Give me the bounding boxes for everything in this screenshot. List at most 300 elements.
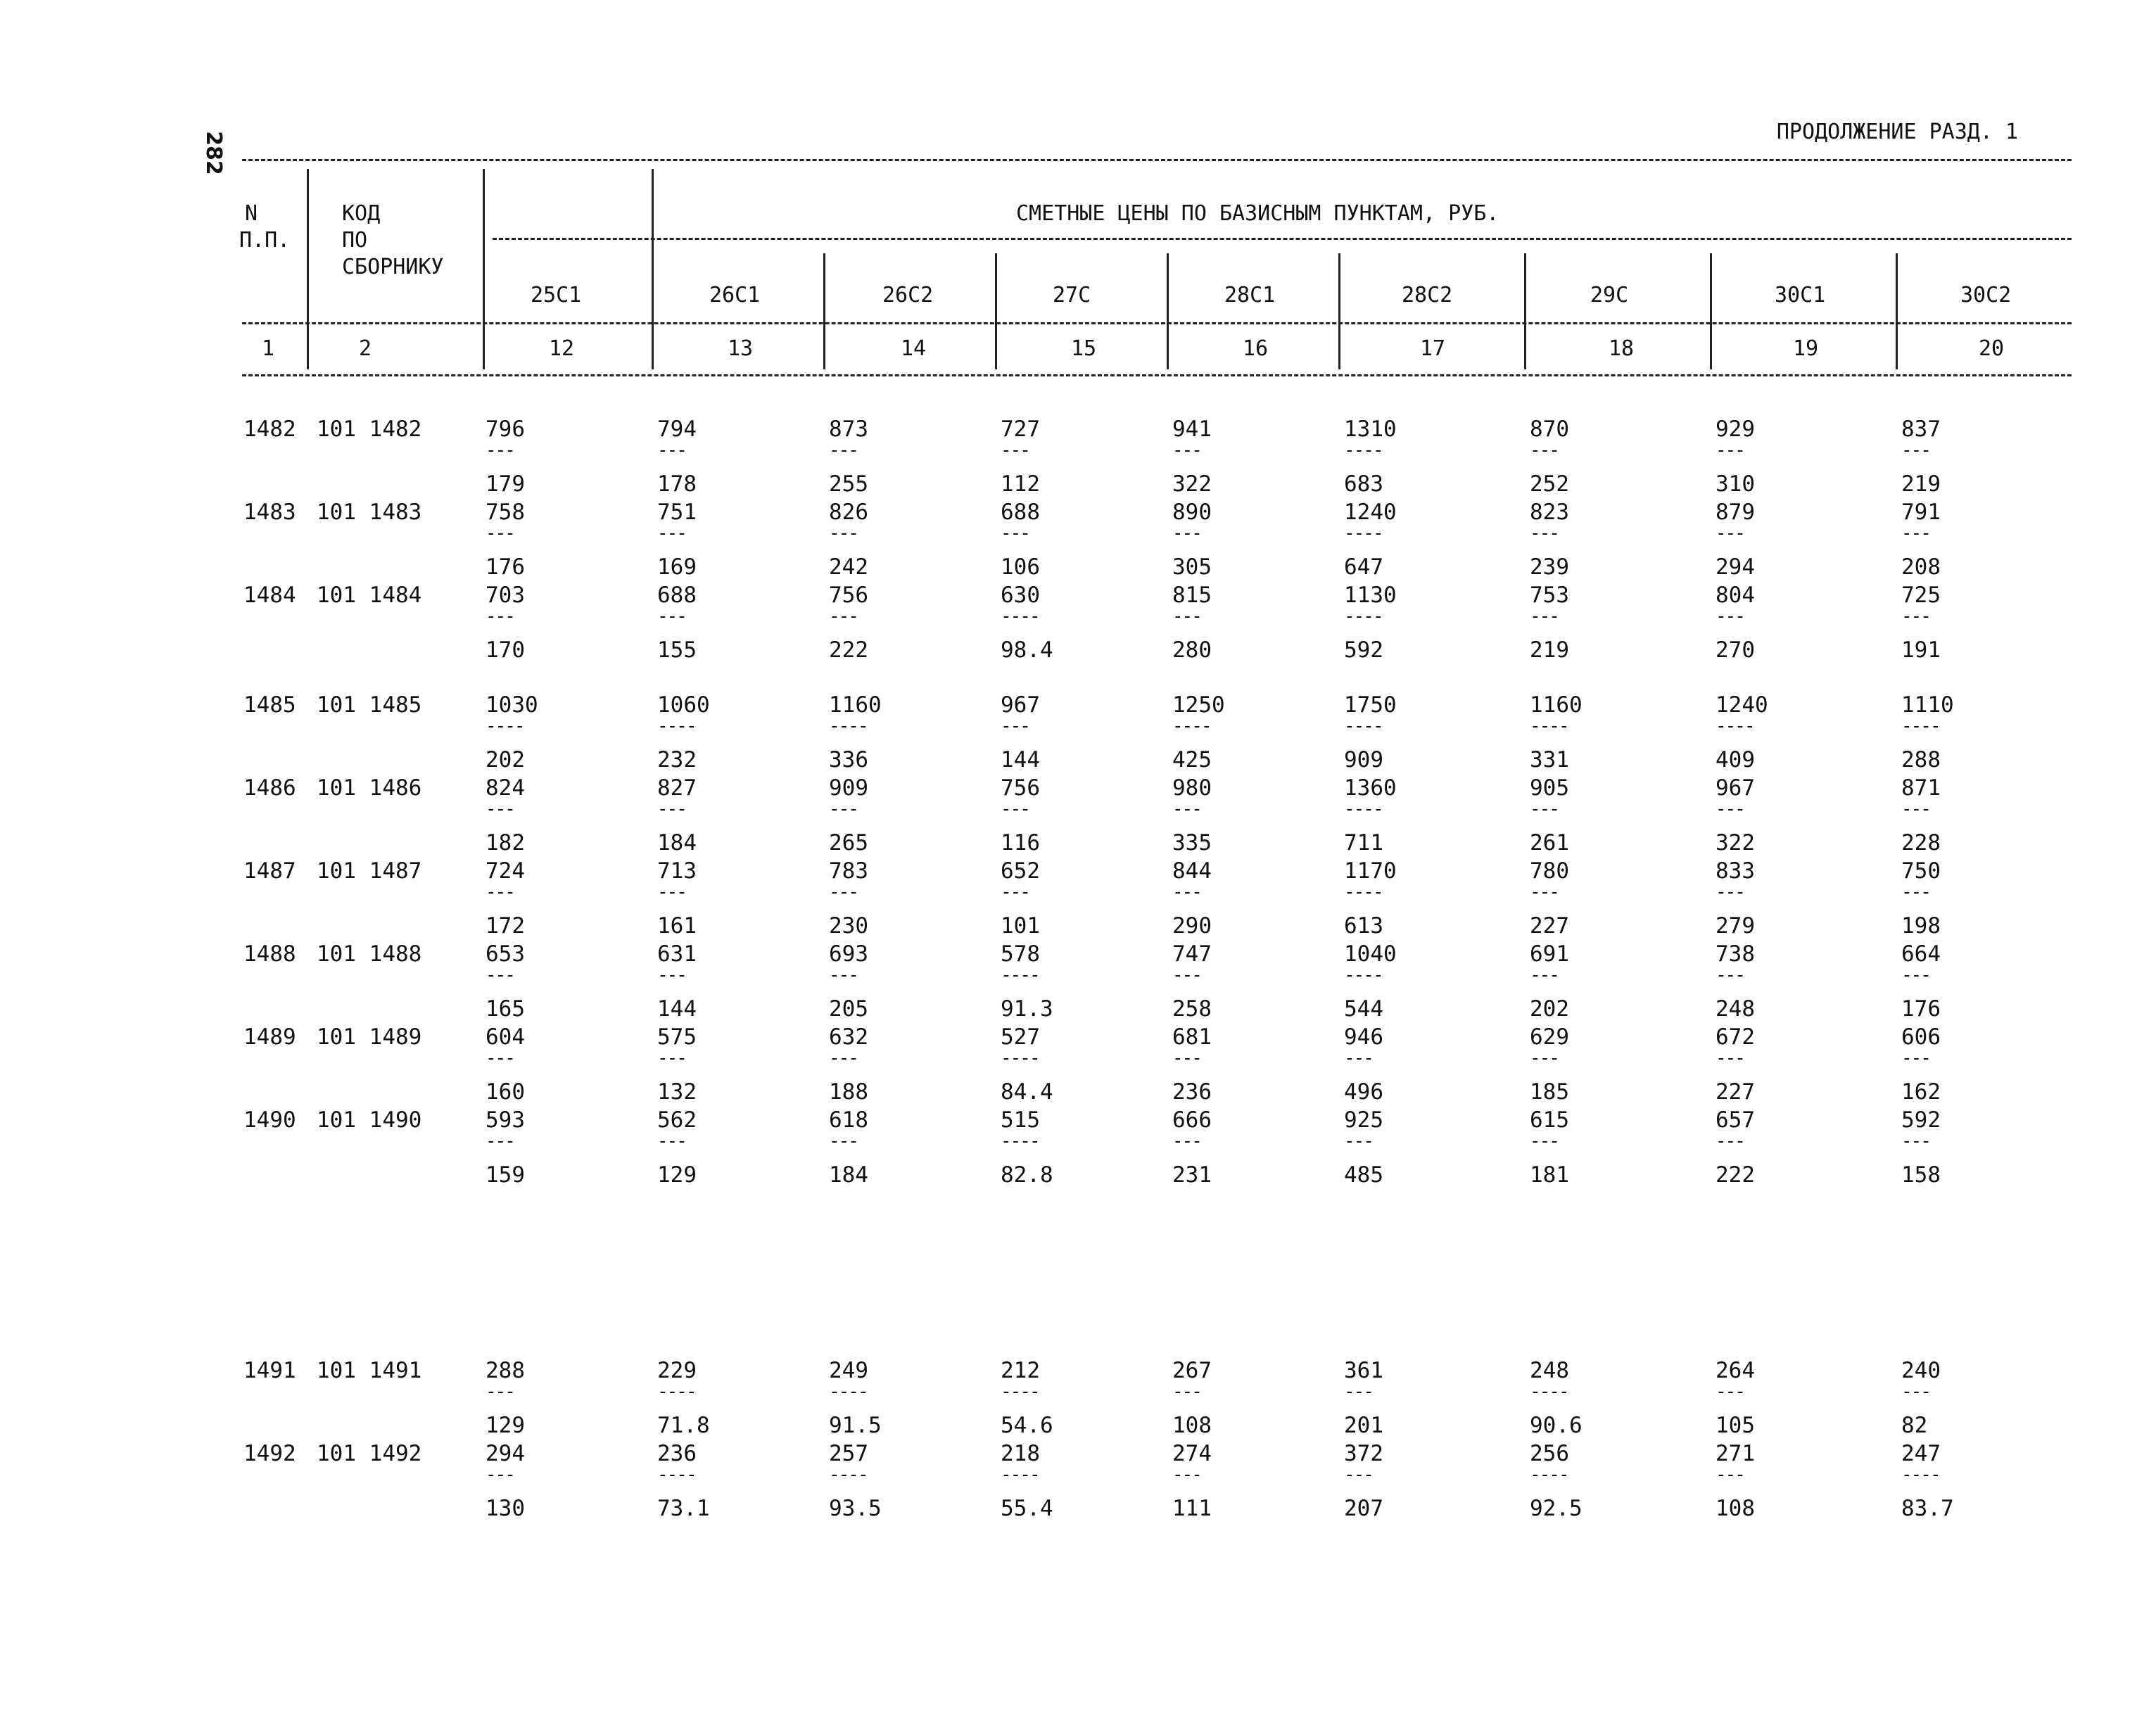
station-header: 28С1 (1224, 283, 1276, 307)
fraction-bar: --- (1344, 1464, 1373, 1485)
price-denominator: 169 (657, 554, 697, 580)
station-header: 27С (1053, 283, 1091, 307)
fraction-bar: --- (657, 1048, 686, 1069)
fraction-bar: --- (1172, 882, 1201, 903)
price-denominator: 83.7 (1901, 1496, 1954, 1521)
price-denominator: 132 (657, 1079, 697, 1105)
price-numerator: 288 (486, 1358, 525, 1383)
group-title: СМЕТНЫЕ ЦЕНЫ ПО БАЗИСНЫМ ПУНКТАМ, РУБ. (1016, 201, 1499, 226)
row-code: 101 1483 (317, 500, 422, 525)
column-divider (1338, 253, 1340, 369)
price-numerator: 753 (1530, 583, 1569, 608)
price-numerator: 372 (1344, 1441, 1383, 1466)
fraction-bar: --- (829, 965, 858, 986)
price-numerator: 248 (1530, 1358, 1569, 1383)
price-numerator: 618 (829, 1107, 868, 1133)
fraction-bar: --- (657, 882, 686, 903)
price-denominator: 71.8 (657, 1413, 710, 1438)
fraction-bar: ---- (1344, 523, 1383, 544)
price-denominator: 647 (1344, 554, 1383, 580)
fraction-bar: --- (1172, 1381, 1201, 1402)
price-numerator: 1750 (1344, 692, 1397, 718)
column-divider (652, 169, 654, 369)
price-numerator: 271 (1716, 1441, 1755, 1466)
fraction-bar: ---- (1530, 1381, 1568, 1402)
price-numerator: 925 (1344, 1107, 1383, 1133)
price-numerator: 652 (1001, 858, 1040, 884)
fraction-bar: ---- (1530, 1464, 1568, 1485)
price-numerator: 824 (486, 775, 525, 801)
fraction-bar: --- (657, 799, 686, 820)
price-denominator: 98.4 (1001, 637, 1053, 663)
column-divider (483, 169, 485, 369)
price-denominator: 172 (486, 913, 525, 939)
column-number: 12 (549, 336, 575, 361)
fraction-bar: --- (1172, 1048, 1201, 1069)
price-denominator: 202 (1530, 996, 1569, 1022)
price-denominator: 182 (486, 830, 525, 856)
fraction-bar: --- (1716, 523, 1744, 544)
price-numerator: 515 (1001, 1107, 1040, 1133)
column-number: 13 (728, 336, 754, 361)
price-numerator: 837 (1901, 417, 1941, 442)
price-numerator: 672 (1716, 1024, 1755, 1050)
price-numerator: 796 (486, 417, 525, 442)
fraction-bar: ---- (1001, 1048, 1039, 1069)
column-divider (1896, 253, 1898, 369)
fraction-bar: ---- (1344, 965, 1383, 986)
price-denominator: 227 (1716, 1079, 1755, 1105)
price-numerator: 909 (829, 775, 868, 801)
fraction-bar: --- (1716, 1381, 1744, 1402)
row-code: 101 1489 (317, 1024, 422, 1050)
fraction-bar: --- (657, 440, 686, 461)
fraction-bar: --- (829, 799, 858, 820)
fraction-bar: ---- (1901, 1464, 1940, 1485)
price-denominator: 112 (1001, 471, 1040, 497)
row-number: 1492 (243, 1441, 296, 1466)
price-numerator: 804 (1716, 583, 1755, 608)
column-number: 17 (1420, 336, 1446, 361)
price-denominator: 82.8 (1001, 1162, 1053, 1188)
column-divider (1167, 253, 1169, 369)
fraction-bar: --- (486, 606, 514, 627)
price-denominator: 683 (1344, 471, 1383, 497)
row-code: 101 1482 (317, 417, 422, 442)
fraction-bar: --- (1172, 965, 1201, 986)
price-denominator: 54.6 (1001, 1413, 1053, 1438)
station-header: 30С2 (1960, 283, 2012, 307)
price-numerator: 631 (657, 941, 697, 967)
column-divider (307, 169, 309, 369)
price-denominator: 230 (829, 913, 868, 939)
fraction-bar: --- (486, 523, 514, 544)
row-code: 101 1484 (317, 583, 422, 608)
price-denominator: 265 (829, 830, 868, 856)
price-denominator: 162 (1901, 1079, 1941, 1105)
fraction-bar: --- (1172, 523, 1201, 544)
price-numerator: 1170 (1344, 858, 1397, 884)
price-denominator: 232 (657, 747, 697, 773)
price-numerator: 664 (1901, 941, 1941, 967)
price-denominator: 496 (1344, 1079, 1383, 1105)
price-numerator: 967 (1001, 692, 1040, 718)
fraction-bar: --- (657, 523, 686, 544)
fraction-bar: --- (1716, 882, 1744, 903)
price-denominator: 305 (1172, 554, 1212, 580)
price-denominator: 90.6 (1530, 1413, 1583, 1438)
price-denominator: 208 (1901, 554, 1941, 580)
station-header: 30С1 (1775, 283, 1826, 307)
price-numerator: 1060 (657, 692, 710, 718)
price-denominator: 219 (1530, 637, 1569, 663)
price-denominator: 592 (1344, 637, 1383, 663)
price-numerator: 791 (1901, 500, 1941, 525)
price-denominator: 111 (1172, 1496, 1212, 1521)
price-numerator: 1250 (1172, 692, 1225, 718)
row-number: 1482 (243, 417, 296, 442)
fraction-bar: --- (486, 440, 514, 461)
price-numerator: 750 (1901, 858, 1941, 884)
price-denominator: 82 (1901, 1413, 1928, 1438)
price-denominator: 222 (829, 637, 868, 663)
fraction-bar: ---- (657, 1381, 696, 1402)
price-denominator: 129 (657, 1162, 697, 1188)
fraction-bar: --- (1901, 799, 1930, 820)
station-header: 29С (1590, 283, 1629, 307)
price-numerator: 294 (486, 1441, 525, 1466)
price-denominator: 179 (486, 471, 525, 497)
row-code: 101 1492 (317, 1441, 422, 1466)
fraction-bar: ---- (829, 1381, 868, 1402)
price-numerator: 1360 (1344, 775, 1397, 801)
price-numerator: 615 (1530, 1107, 1569, 1133)
fraction-bar: --- (1344, 1131, 1373, 1152)
fraction-bar: --- (829, 440, 858, 461)
fraction-bar: ---- (1344, 799, 1383, 820)
price-numerator: 703 (486, 583, 525, 608)
price-numerator: 1160 (829, 692, 882, 718)
price-denominator: 165 (486, 996, 525, 1022)
price-numerator: 870 (1530, 417, 1569, 442)
col-code-line1: КОД (342, 201, 381, 226)
fraction-bar: ---- (1344, 882, 1383, 903)
price-denominator: 129 (486, 1413, 525, 1438)
price-numerator: 240 (1901, 1358, 1941, 1383)
continuation-label: ПРОДОЛЖЕНИЕ РАЗД. 1 (1776, 120, 2018, 144)
fraction-bar: --- (829, 606, 858, 627)
row-code: 101 1485 (317, 692, 422, 718)
price-denominator: 544 (1344, 996, 1383, 1022)
fraction-bar: --- (1530, 523, 1559, 544)
column-divider (1524, 253, 1526, 369)
price-numerator: 632 (829, 1024, 868, 1050)
fraction-bar: ---- (1344, 606, 1383, 627)
price-denominator: 288 (1901, 747, 1941, 773)
price-denominator: 219 (1901, 471, 1941, 497)
price-numerator: 826 (829, 500, 868, 525)
price-numerator: 218 (1001, 1441, 1040, 1466)
price-numerator: 681 (1172, 1024, 1212, 1050)
fraction-bar: --- (1901, 440, 1930, 461)
price-numerator: 249 (829, 1358, 868, 1383)
row-number: 1486 (243, 775, 296, 801)
price-denominator: 228 (1901, 830, 1941, 856)
price-denominator: 176 (1901, 996, 1941, 1022)
price-denominator: 73.1 (657, 1496, 710, 1521)
price-denominator: 184 (829, 1162, 868, 1188)
price-denominator: 159 (486, 1162, 525, 1188)
price-numerator: 606 (1901, 1024, 1941, 1050)
fraction-bar: --- (657, 965, 686, 986)
fraction-bar: ---- (829, 1464, 868, 1485)
price-denominator: 185 (1530, 1079, 1569, 1105)
fraction-bar: --- (486, 882, 514, 903)
price-numerator: 783 (829, 858, 868, 884)
price-numerator: 653 (486, 941, 525, 967)
price-numerator: 361 (1344, 1358, 1383, 1383)
column-number: 14 (901, 336, 927, 361)
group-title-rule (493, 238, 2072, 240)
price-numerator: 756 (1001, 775, 1040, 801)
column-number: 2 (359, 336, 372, 361)
column-number: 1 (262, 336, 275, 361)
fraction-bar: --- (1001, 882, 1029, 903)
price-numerator: 905 (1530, 775, 1569, 801)
price-denominator: 248 (1716, 996, 1755, 1022)
fraction-bar: --- (1901, 882, 1930, 903)
fraction-bar: ---- (657, 1464, 696, 1485)
price-denominator: 202 (486, 747, 525, 773)
fraction-bar: ---- (1001, 965, 1039, 986)
price-denominator: 242 (829, 554, 868, 580)
fraction-bar: --- (1901, 965, 1930, 986)
fraction-bar: --- (1001, 523, 1029, 544)
fraction-bar: --- (486, 1131, 514, 1152)
price-denominator: 336 (829, 747, 868, 773)
price-denominator: 239 (1530, 554, 1569, 580)
price-numerator: 827 (657, 775, 697, 801)
fraction-bar: --- (829, 1131, 858, 1152)
fraction-bar: --- (1716, 1464, 1744, 1485)
column-divider (1710, 253, 1712, 369)
fraction-bar: ---- (657, 716, 696, 737)
header-bottom-rule (242, 374, 2072, 376)
fraction-bar: ---- (1172, 716, 1211, 737)
price-numerator: 725 (1901, 583, 1941, 608)
price-numerator: 575 (657, 1024, 697, 1050)
price-denominator: 280 (1172, 637, 1212, 663)
fraction-bar: --- (657, 1131, 686, 1152)
price-numerator: 247 (1901, 1441, 1941, 1466)
price-numerator: 630 (1001, 583, 1040, 608)
col-n-line2: П.П. (239, 228, 291, 253)
col-code-line3: СБОРНИКУ (342, 255, 444, 279)
price-numerator: 823 (1530, 500, 1569, 525)
price-denominator: 155 (657, 637, 697, 663)
row-number: 1484 (243, 583, 296, 608)
price-numerator: 946 (1344, 1024, 1383, 1050)
fraction-bar: ---- (1344, 440, 1383, 461)
fraction-bar: --- (1530, 1131, 1559, 1152)
fraction-bar: --- (1530, 965, 1559, 986)
column-number: 20 (1979, 336, 2005, 361)
price-numerator: 747 (1172, 941, 1212, 967)
price-numerator: 691 (1530, 941, 1569, 967)
price-numerator: 657 (1716, 1107, 1755, 1133)
fraction-bar: --- (1716, 799, 1744, 820)
price-numerator: 593 (486, 1107, 525, 1133)
fraction-bar: --- (1172, 1131, 1201, 1152)
fraction-bar: --- (829, 882, 858, 903)
price-denominator: 116 (1001, 830, 1040, 856)
price-denominator: 613 (1344, 913, 1383, 939)
price-numerator: 688 (657, 583, 697, 608)
fraction-bar: --- (1901, 1131, 1930, 1152)
fraction-bar: --- (1001, 440, 1029, 461)
price-numerator: 967 (1716, 775, 1755, 801)
column-number: 16 (1243, 336, 1269, 361)
price-numerator: 890 (1172, 500, 1212, 525)
price-numerator: 738 (1716, 941, 1755, 967)
price-denominator: 201 (1344, 1413, 1383, 1438)
price-numerator: 666 (1172, 1107, 1212, 1133)
price-numerator: 758 (486, 500, 525, 525)
price-numerator: 844 (1172, 858, 1212, 884)
price-denominator: 261 (1530, 830, 1569, 856)
station-header: 25С1 (531, 283, 582, 307)
header-mid-rule (242, 322, 2072, 324)
price-numerator: 256 (1530, 1441, 1569, 1466)
price-numerator: 1160 (1530, 692, 1583, 718)
fraction-bar: --- (1901, 1048, 1930, 1069)
fraction-bar: ---- (1001, 1381, 1039, 1402)
station-header: 26С1 (709, 283, 761, 307)
price-denominator: 310 (1716, 471, 1755, 497)
price-numerator: 236 (657, 1441, 697, 1466)
fraction-bar: ---- (1001, 1464, 1039, 1485)
price-denominator: 335 (1172, 830, 1212, 856)
fraction-bar: ---- (1901, 716, 1940, 737)
fraction-bar: --- (1344, 1381, 1373, 1402)
price-denominator: 91.3 (1001, 996, 1053, 1022)
price-denominator: 191 (1901, 637, 1941, 663)
price-denominator: 409 (1716, 747, 1755, 773)
price-denominator: 270 (1716, 637, 1755, 663)
fraction-bar: --- (1716, 440, 1744, 461)
fraction-bar: --- (1530, 882, 1559, 903)
fraction-bar: --- (1172, 799, 1201, 820)
row-number: 1487 (243, 858, 296, 884)
row-number: 1490 (243, 1107, 296, 1133)
price-denominator: 188 (829, 1079, 868, 1105)
fraction-bar: --- (1901, 1381, 1930, 1402)
fraction-bar: ---- (1344, 716, 1383, 737)
fraction-bar: --- (1716, 1048, 1744, 1069)
fraction-bar: --- (829, 523, 858, 544)
price-denominator: 181 (1530, 1162, 1569, 1188)
price-numerator: 873 (829, 417, 868, 442)
price-numerator: 1110 (1901, 692, 1954, 718)
price-numerator: 879 (1716, 500, 1755, 525)
price-denominator: 130 (486, 1496, 525, 1521)
price-numerator: 688 (1001, 500, 1040, 525)
fraction-bar: --- (1716, 965, 1744, 986)
price-denominator: 91.5 (829, 1413, 882, 1438)
fraction-bar: ---- (1530, 716, 1568, 737)
price-denominator: 207 (1344, 1496, 1383, 1521)
price-numerator: 871 (1901, 775, 1941, 801)
fraction-bar: --- (1001, 799, 1029, 820)
price-denominator: 290 (1172, 913, 1212, 939)
price-denominator: 322 (1172, 471, 1212, 497)
fraction-bar: --- (1716, 606, 1744, 627)
fraction-bar: ---- (1716, 716, 1754, 737)
price-denominator: 144 (657, 996, 697, 1022)
row-number: 1485 (243, 692, 296, 718)
fraction-bar: --- (486, 799, 514, 820)
price-numerator: 604 (486, 1024, 525, 1050)
price-numerator: 264 (1716, 1358, 1755, 1383)
price-denominator: 106 (1001, 554, 1040, 580)
row-code: 101 1488 (317, 941, 422, 967)
price-numerator: 713 (657, 858, 697, 884)
row-code: 101 1486 (317, 775, 422, 801)
price-numerator: 756 (829, 583, 868, 608)
price-denominator: 160 (486, 1079, 525, 1105)
fraction-bar: --- (657, 606, 686, 627)
price-denominator: 227 (1530, 913, 1569, 939)
column-number: 15 (1071, 336, 1097, 361)
col-n-line1: N (245, 201, 258, 226)
price-denominator: 331 (1530, 747, 1569, 773)
price-numerator: 267 (1172, 1358, 1212, 1383)
fraction-bar: ---- (486, 716, 524, 737)
price-numerator: 1130 (1344, 583, 1397, 608)
fraction-bar: --- (829, 1048, 858, 1069)
price-numerator: 629 (1530, 1024, 1569, 1050)
price-numerator: 1040 (1344, 941, 1397, 967)
fraction-bar: --- (1001, 716, 1029, 737)
price-denominator: 322 (1716, 830, 1755, 856)
price-denominator: 258 (1172, 996, 1212, 1022)
price-denominator: 231 (1172, 1162, 1212, 1188)
station-header: 26С2 (882, 283, 934, 307)
row-number: 1489 (243, 1024, 296, 1050)
fraction-bar: --- (1344, 1048, 1373, 1069)
price-denominator: 294 (1716, 554, 1755, 580)
price-numerator: 980 (1172, 775, 1212, 801)
fraction-bar: --- (1716, 1131, 1744, 1152)
price-denominator: 205 (829, 996, 868, 1022)
price-denominator: 198 (1901, 913, 1941, 939)
row-code: 101 1490 (317, 1107, 422, 1133)
price-denominator: 909 (1344, 747, 1383, 773)
price-numerator: 1240 (1344, 500, 1397, 525)
price-denominator: 161 (657, 913, 697, 939)
price-denominator: 93.5 (829, 1496, 882, 1521)
fraction-bar: ---- (1001, 1131, 1039, 1152)
row-number: 1483 (243, 500, 296, 525)
price-denominator: 101 (1001, 913, 1040, 939)
fraction-bar: ---- (829, 716, 868, 737)
price-numerator: 212 (1001, 1358, 1040, 1383)
column-divider (995, 253, 997, 369)
price-numerator: 1240 (1716, 692, 1768, 718)
price-denominator: 144 (1001, 747, 1040, 773)
price-denominator: 108 (1716, 1496, 1755, 1521)
fraction-bar: --- (1172, 606, 1201, 627)
